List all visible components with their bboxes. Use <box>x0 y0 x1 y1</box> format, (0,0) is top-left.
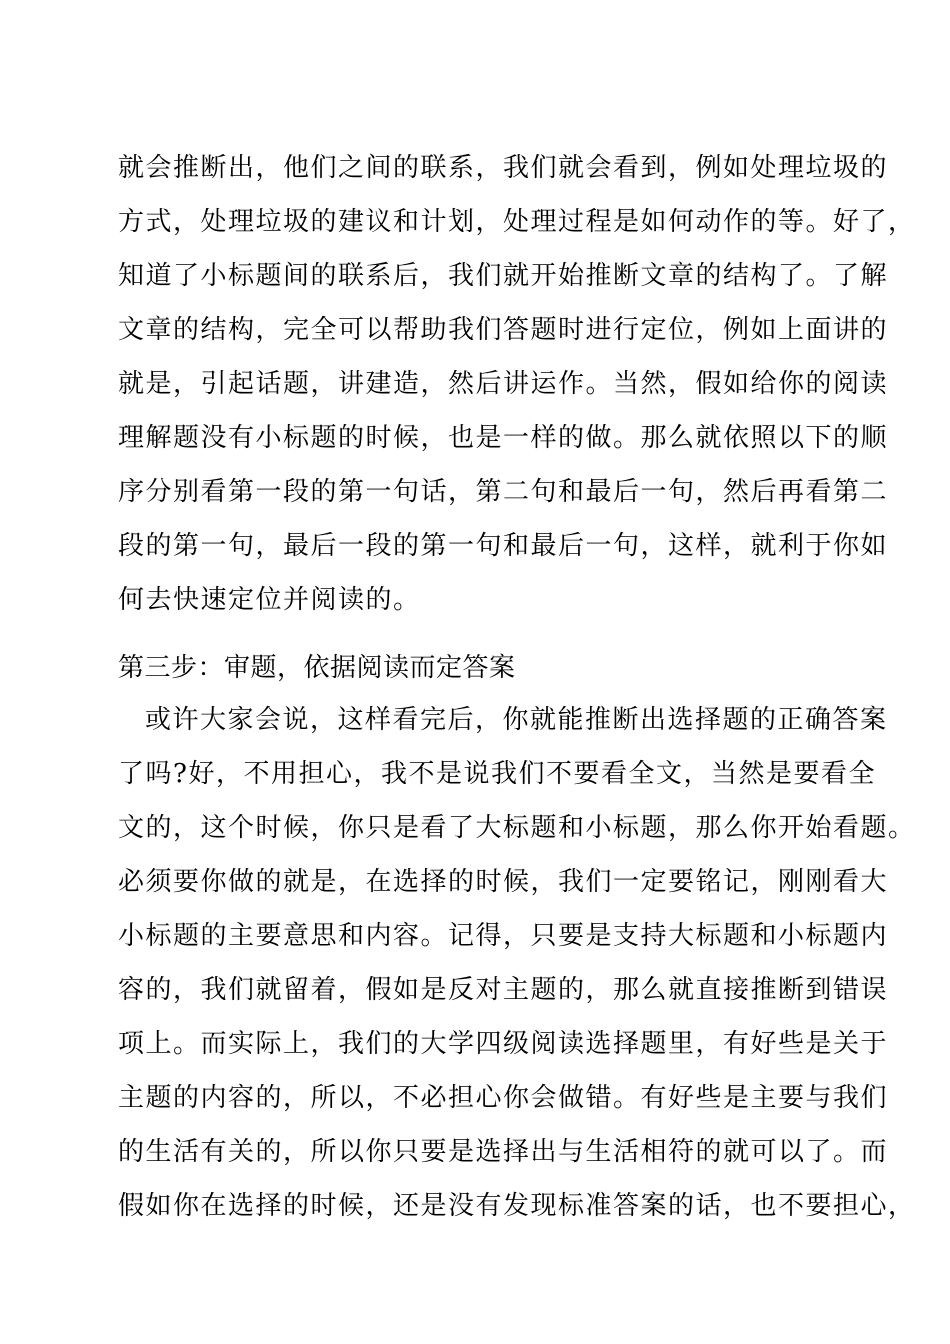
paragraph2-line-1: 或许大家会说，这样看完后，你就能推断出选择题的正确答案 <box>145 705 888 735</box>
paragraph2-line-2: 了吗?好，不用担心，我不是说我们不要看全文，当然是要看全 <box>118 759 876 789</box>
paragraph1-line-4: 文章的结构，完全可以帮助我们答题时进行定位，例如上面讲的 <box>118 315 889 345</box>
paragraph2-line-7: 项上。而实际上，我们的大学四级阅读选择题里，有好些是关于 <box>118 1029 889 1059</box>
paragraph1-line-7: 序分别看第一段的第一句话，第二句和最后一句，然后再看第二 <box>118 477 889 507</box>
paragraph1-line-1: 就会推断出，他们之间的联系，我们就会看到，例如处理垃圾的 <box>118 153 889 183</box>
paragraph1-line-2: 方式，处理垃圾的建议和计划，处理过程是如何动作的等。好了， <box>118 207 916 237</box>
paragraph2-line-4: 必须要你做的就是，在选择的时候，我们一定要铭记，刚刚看大 <box>118 867 889 897</box>
paragraph1-line-5: 就是，引起话题，讲建造，然后讲运作。当然，假如给你的阅读 <box>118 369 889 399</box>
paragraph2-line-8: 主题的内容的，所以，不必担心你会做错。有好些是主要与我们 <box>118 1083 889 1113</box>
paragraph2-line-5: 小标题的主要意思和内容。记得，只要是支持大标题和小标题内 <box>118 921 889 951</box>
paragraph1-line-8: 段的第一句，最后一段的第一句和最后一句，这样，就利于你如 <box>118 531 889 561</box>
paragraph2-line-3: 文的，这个时候，你只是看了大标题和小标题，那么你开始看题。 <box>118 813 916 843</box>
paragraph1-line-6: 理解题没有小标题的时候，也是一样的做。那么就依照以下的顺 <box>118 423 889 453</box>
paragraph2-line-9: 的生活有关的，所以你只要是选择出与生活相符的就可以了。而 <box>118 1137 889 1167</box>
paragraph2-line-10: 假如你在选择的时候，还是没有发现标准答案的话，也不要担心， <box>118 1191 916 1221</box>
paragraph1-line-9: 何去快速定位并阅读的。 <box>118 585 421 615</box>
paragraph2-line-6: 容的，我们就留着，假如是反对主题的，那么就直接推断到错误 <box>118 975 889 1005</box>
section-heading: 第三步：审题，依据阅读而定答案 <box>118 653 516 683</box>
paragraph1-line-3: 知道了小标题间的联系后，我们就开始推断文章的结构了。了解 <box>118 261 889 291</box>
